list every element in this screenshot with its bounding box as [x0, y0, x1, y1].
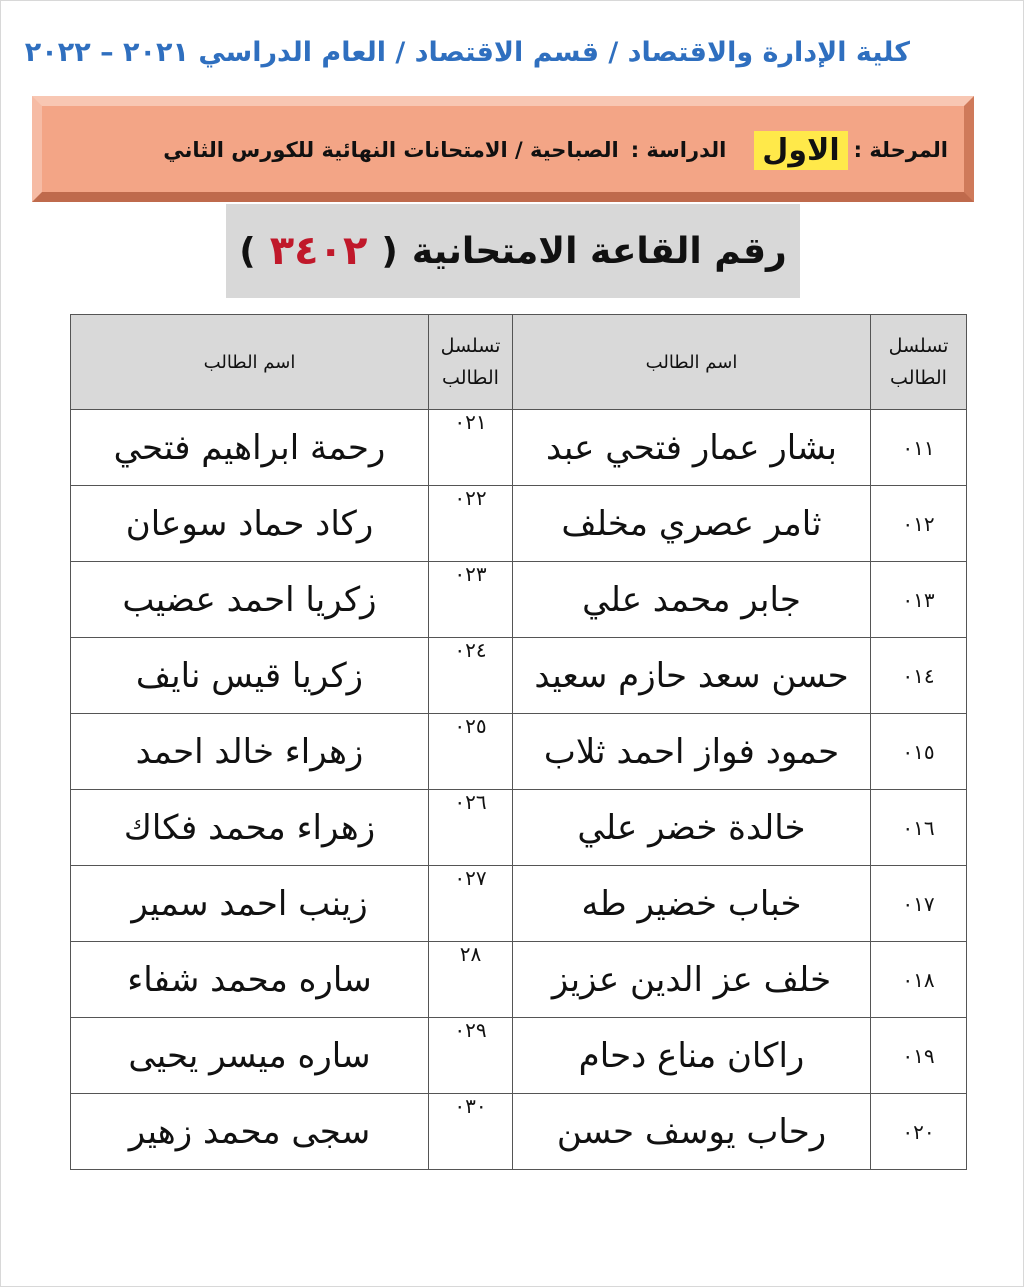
- student-name: رحاب يوسف حسن: [513, 1094, 871, 1170]
- table-row: [71, 562, 967, 638]
- student-name: ساره محمد شفاء: [71, 942, 429, 1018]
- student-serial: ٠١٨: [871, 942, 967, 1018]
- student-serial: ٠١٣: [871, 562, 967, 638]
- table-row: [71, 638, 967, 714]
- study-label: الدراسة :: [630, 138, 727, 162]
- student-name: حمود فواز احمد ثلاب: [513, 714, 871, 790]
- student-serial: ٠١٥: [871, 714, 967, 790]
- student-serial: ٠٢٥: [429, 714, 513, 790]
- student-serial: ٠٢٤: [429, 638, 513, 714]
- college-header: كلية الإدارة والاقتصاد / قسم الاقتصاد / العام الدراسي ٢٠٢١ – ٢٠٢٢: [24, 37, 910, 68]
- student-name: جابر محمد علي: [513, 562, 871, 638]
- student-name: ثامر عصري مخلف: [513, 486, 871, 562]
- student-name: بشار عمار فتحي عبد: [513, 410, 871, 486]
- student-name: زينب احمد سمير: [71, 866, 429, 942]
- hall-open-paren: (: [381, 230, 398, 272]
- student-name: زكريا احمد عضيب: [71, 562, 429, 638]
- table-row: [71, 866, 967, 942]
- stage-label: المرحلة :: [853, 138, 948, 162]
- student-name: خباب خضير طه: [513, 866, 871, 942]
- info-line: [52, 120, 948, 180]
- hall-close-paren: ): [239, 230, 256, 272]
- student-serial: ٠١٧: [871, 866, 967, 942]
- student-serial: ٠٢١: [429, 410, 513, 486]
- student-serial: ٠٢٧: [429, 866, 513, 942]
- student-name: حسن سعد حازم سعيد: [513, 638, 871, 714]
- table-row: [71, 1018, 967, 1094]
- student-serial: ٠٢٠: [871, 1094, 967, 1170]
- table-row: [71, 714, 967, 790]
- table-row: [71, 486, 967, 562]
- student-serial: ٠١٦: [871, 790, 967, 866]
- student-name: زكريا قيس نايف: [71, 638, 429, 714]
- exam-hall-title: [226, 204, 800, 298]
- table-row: [71, 942, 967, 1018]
- student-serial: ٠١٩: [871, 1018, 967, 1094]
- student-serial: ٠١١: [871, 410, 967, 486]
- student-name: ساره ميسر يحيى: [71, 1018, 429, 1094]
- student-serial: ٠١٢: [871, 486, 967, 562]
- student-serial: ٠٢٢: [429, 486, 513, 562]
- student-serial: ٢٨: [429, 942, 513, 1018]
- student-serial: ٠٢٩: [429, 1018, 513, 1094]
- student-name: خالدة خضر علي: [513, 790, 871, 866]
- student-name: خلف عز الدين عزيز: [513, 942, 871, 1018]
- student-serial: ٠٢٦: [429, 790, 513, 866]
- hall-label: رقم القاعة الامتحانية: [411, 230, 787, 272]
- header-name-1: اسم الطالب: [513, 315, 871, 410]
- hall-number: ٣٤٠٢: [269, 228, 368, 274]
- table-row: [71, 790, 967, 866]
- student-serial: ٠٢٣: [429, 562, 513, 638]
- header-serial-1: تسلسل الطالب: [871, 315, 967, 410]
- stage-value: الاول: [754, 131, 847, 170]
- header-serial-2: تسلسل الطالب: [429, 315, 513, 410]
- study-value: الصباحية / الامتحانات النهائية للكورس الثاني: [163, 138, 619, 162]
- table-header-row: [71, 315, 967, 410]
- header-name-2: اسم الطالب: [71, 315, 429, 410]
- student-roster-table: [70, 314, 967, 1170]
- student-name: ركاد حماد سوعان: [71, 486, 429, 562]
- student-name: راكان مناع دحام: [513, 1018, 871, 1094]
- student-name: رحمة ابراهيم فتحي: [71, 410, 429, 486]
- roster-body: [71, 410, 967, 1170]
- student-name: سجى محمد زهير: [71, 1094, 429, 1170]
- student-name: زهراء محمد فكاك: [71, 790, 429, 866]
- table-row: [71, 1094, 967, 1170]
- student-name: زهراء خالد احمد: [71, 714, 429, 790]
- student-serial: ٠١٤: [871, 638, 967, 714]
- info-banner: [32, 96, 974, 202]
- student-serial: ٠٣٠: [429, 1094, 513, 1170]
- table-row: [71, 410, 967, 486]
